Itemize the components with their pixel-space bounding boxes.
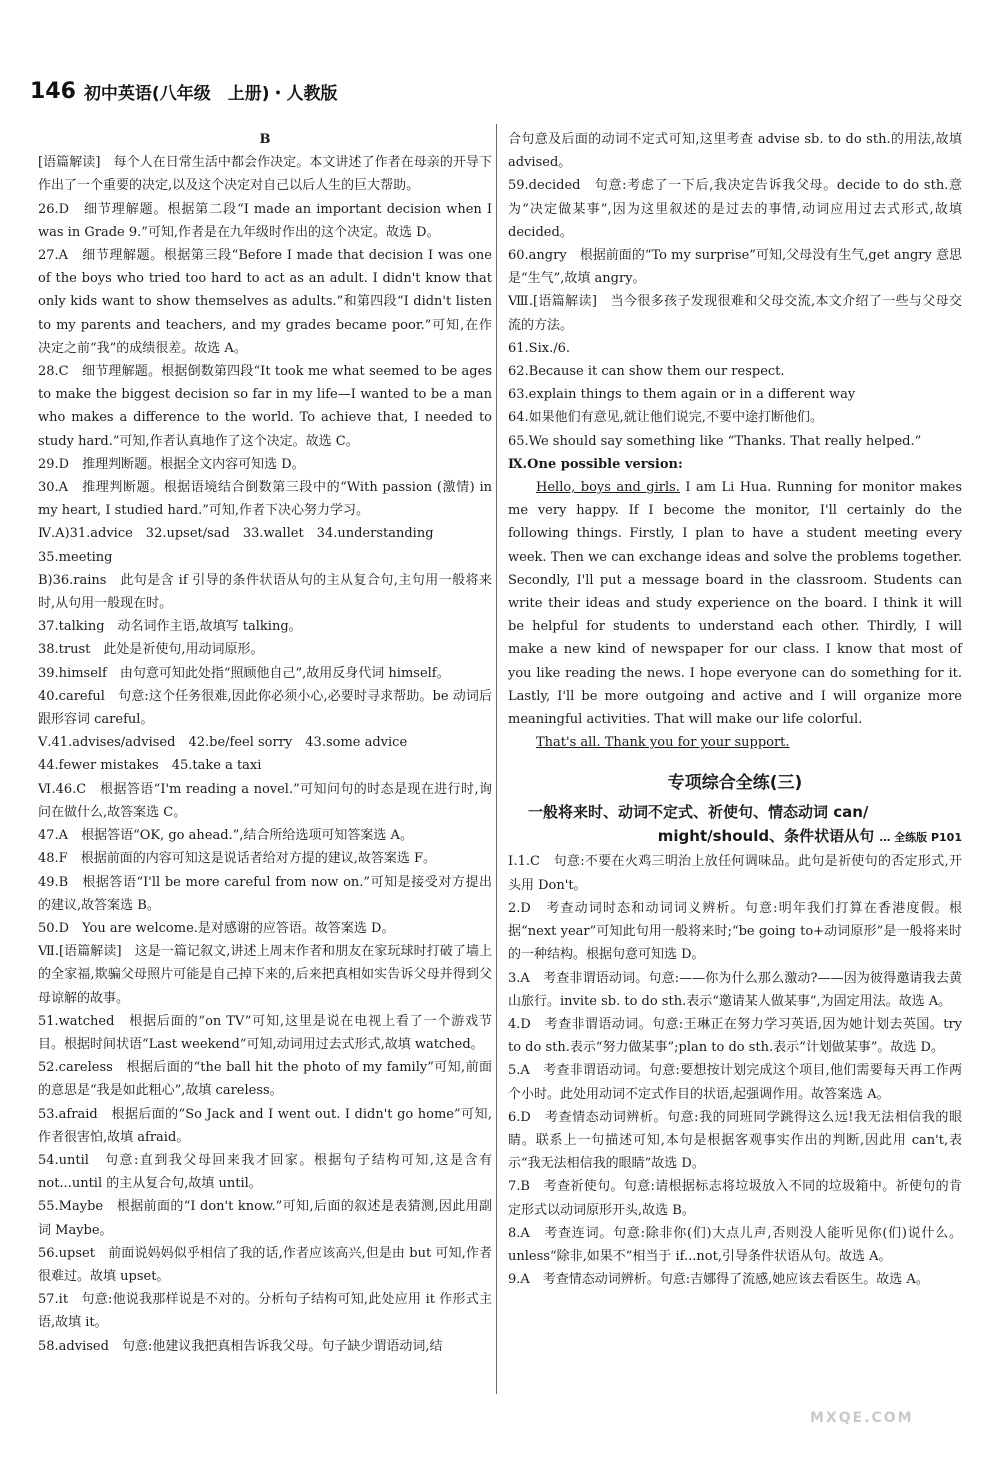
answer-paragraph: 9.A 考查情态动词辨析。句意:吉娜得了流感,她应该去看医生。故选 A。	[508, 1272, 929, 1288]
answer-paragraph: 37.talking 动名词作主语,故填写 talking。	[38, 619, 302, 635]
answer-paragraph: [语篇解读] 每个人在日常生活中都会作决定。本文讲述了作者在母亲的开导下作出了一个重要的决定,以及这个决定对自己以后人生的巨大帮助。	[38, 155, 492, 194]
section-subtitle-line-2	[508, 824, 962, 850]
section-title: 专项综合全练(三)	[667, 773, 803, 794]
answer-paragraph: 29.D 推理判断题。根据全文内容可知选 D。	[38, 456, 305, 472]
answer-paragraph: Ⅵ.46.C 根据答语“I'm reading a novel.”可知问句的时态是现在进行时,询问在做什么,故答案选 C。	[38, 781, 492, 820]
column-divider	[496, 124, 497, 1394]
section-subtitle-text: might/should、条件状语从句	[657, 827, 875, 846]
answer-paragraph: 60.angry 根据前面的“To my surprise”可知,父母没有生气,get angry 意思是“生气”,故填 angry。	[508, 248, 962, 287]
answer-paragraph: 62.Because it can show them our respect.	[508, 364, 785, 380]
answer-paragraph: 64.如果他们有意见,就让他们说完,不要中途打断他们。	[508, 410, 823, 426]
answer-paragraph: 52.careless 根据后面的“the ball hit the photo of my family”可知,前面的意思是“我是如此粗心”,故填 careless。	[38, 1060, 492, 1099]
answer-paragraph: 5.A 考查非谓语动词。句意:要想按计划完成这个项目,他们需要每天再工作两个小时。此处用动词不定式作目的状语,起强调作用。故答案选 A。	[508, 1063, 962, 1102]
answer-paragraph: 35.meeting	[38, 549, 113, 565]
answer-paragraph: B)36.rains 此句是含 if 引导的条件状语从句的主从复合句,主句用一般将来时,从句用一般现在时。	[38, 572, 492, 612]
answer-paragraph: 8.A 考查连词。句意:除非你(们)大点儿声,否则没人能听见你(们)说什么。unless“除非,如果不”相当于 if...not,引导条件状语从句。故选 A。	[508, 1225, 962, 1264]
answer-paragraph: 48.F 根据前面的内容可知这是说话者给对方提的建议,故答案选 F。	[38, 851, 436, 867]
answer-paragraph: 38.trust 此处是祈使句,用动词原形。	[38, 642, 264, 658]
answer-paragraph: Ⅶ.[语篇解读] 这是一篇记叙文,讲述上周末作者和朋友在家玩球时打破了墙上的全家福,欺骗父母照片可能是自己掉下来的,后来把真相如实告诉父母并得到父母谅解的故事。	[38, 944, 492, 1006]
answer-paragraph: Ⅷ.[语篇解读] 当今很多孩子发现很难和父母交流,本文介绍了一些与父母交流的方法。	[508, 294, 962, 333]
essay-paragraph	[508, 476, 962, 731]
answer-paragraph: 49.B 根据答语“I'll be more careful from now on.”可知是接受对方提出的建议,故答案选 B。	[38, 874, 492, 913]
answer-paragraph: 61.Six./6.	[508, 340, 570, 356]
answer-paragraph: 51.watched 根据后面的“on TV”可知,这里是说在电视上看了一个游戏节目。根据时间状语“Last weekend”可知,动词用过去式形式,故填 watched。	[38, 1013, 492, 1052]
book-title: 初中英语(八年级 上册)・人教版	[83, 83, 338, 104]
answer-paragraph: 40.careful 句意:这个任务很难,因此你必须小心,必要时寻求帮助。be 动词后跟形容词 careful。	[38, 688, 492, 728]
passage-label: B	[259, 132, 271, 147]
answer-paragraph: 26.D 细节理解题。根据第二段“I made an important decision when I was in Grade 9.”可知,作者是在九年级时作出的这个决定。故选 D。	[38, 201, 492, 240]
answer-paragraph: 56.upset 前面说妈妈似乎相信了我的话,作者应该高兴,但是由 but 可知,作者很难过。故填 upset。	[38, 1245, 492, 1284]
answer-paragraph: 57.it 句意:他说我那样说是不对的。分析句子结构可知,此处应用 it 作形式主语,故填 it。	[38, 1292, 492, 1331]
essay-closing-paragraph	[508, 731, 962, 754]
answer-paragraph: Ⅳ.A)31.advice 32.upset/sad 33.wallet 34.understanding	[38, 526, 434, 542]
answer-paragraph: 6.D 考查情态动词辨析。句意:我的同班同学跳得这么远!我无法相信我的眼睛。联系上一句描述可知,本句是根据客观事实作出的判断,因此用 can't,表示“我无法相信我的眼睛”故选 D。	[508, 1109, 962, 1172]
essay-closing: That's all. Thank you for your support.	[536, 735, 790, 751]
answer-paragraph: 58.advised 句意:他建议我把真相告诉我父母。句子缺少谓语动词,结	[38, 1338, 443, 1354]
page-number: 146	[30, 78, 76, 104]
answer-paragraph: 30.A 推理判断题。根据语境结合倒数第三段中的“With passion (激情) in my heart, I studied hard.”可知,作者下决心努力学习。	[38, 480, 492, 519]
answer-paragraph: 59.decided 句意:考虑了一下后,我决定告诉我父母。decide to do sth.意为“决定做某事”,因为这里叙述的是过去的事情,动词应用过去式形式,故填 decided。	[508, 178, 962, 240]
section-subtitle-line-1: 一般将来时、动词不定式、祈使句、情态动词 can/	[528, 803, 869, 822]
essay-greeting: Hello, boys and girls.	[536, 480, 680, 496]
answer-paragraph: 7.B 考查祈使句。句意:请根据标志将垃圾放入不同的垃圾箱中。祈使句的肯定形式以动词原形开头,故选 B。	[508, 1179, 962, 1218]
answer-paragraph: 53.afraid 根据后面的“So Jack and I went out. I didn't go home”可知,作者很害怕,故填 afraid。	[38, 1106, 492, 1145]
right-column	[508, 128, 962, 1291]
answer-paragraph: 39.himself 由句意可知此处指“照顾他自己”,故用反身代词 himself。	[38, 665, 450, 681]
answer-paragraph: 3.A 考查非谓语动词。句意:——你为什么那么激动?——因为彼得邀请我去黄山旅行。invite sb. to do sth.表示“邀请某人做某事”,为固定用法。故选 A。	[508, 970, 962, 1009]
answer-paragraph: 2.D 考查动词时态和动词词义辨析。句意:明年我们打算在香港度假。根据“next year”可知此句用一般将来时;“be going to+动词原形”是一般将来时的一种结构。根据句意可知选 D。	[508, 900, 962, 963]
answer-paragraph: 65.We should say something like “Thanks. That really helped.”	[508, 433, 922, 449]
left-column	[38, 128, 492, 1358]
essay-body: I am Li Hua. Running for monitor makes me very happy. If I become the monitor, I'll certainly do the following things. Firstly, I plan to have a student meeting every week. Then we can exchange ideas and solve the problems together. Secondly, I'll put a message board in the classroom. Students can write their ideas and study experience on the board. I think it will be helpful for students to understand each other. Thirdly, I will make a new kind of newspaper for our class. I know that most of you like reading the news. I hope everyone can do something for it. Lastly, I'll be more outgoing and active and I will organize more meaningful activities. That will make our life colorful.	[508, 480, 962, 728]
answer-paragraph: 44.fewer mistakes 45.take a taxi	[38, 758, 262, 774]
watermark: MXQE.COM	[810, 1410, 914, 1426]
answer-paragraph: 4.D 考查非谓语动词。句意:王琳正在努力学习英语,因为她计划去英国。try to do sth.表示“努力做某事”;plan to do sth.表示“计划做某事”。故选 D。	[508, 1016, 962, 1056]
answer-paragraph: 50.D You are welcome.是对感谢的应答语。故答案选 D。	[38, 920, 395, 936]
answer-paragraph: 54.until 句意:直到我父母回来我才回家。根据句子结构可知,这是含有 not...until 的主从复合句,故填 until。	[38, 1152, 492, 1192]
answer-paragraph: 47.A 根据答语“OK, go ahead.”,结合所给选项可知答案选 A。	[38, 828, 413, 844]
version-heading: Ⅸ.One possible version:	[508, 456, 683, 472]
answer-paragraph: 合句意及后面的动词不定式可知,这里考查 advise sb. to do sth.的用法,故填 advised。	[508, 132, 962, 171]
section-page-ref: … 全练版 P101	[879, 831, 962, 845]
answer-paragraph: 63.explain things to them again or in a different way	[508, 387, 856, 403]
page-header	[30, 74, 337, 108]
answer-paragraph: Ⅰ.1.C 句意:不要在火鸡三明治上放任何调味品。此句是祈使句的否定形式,开头用 Don't。	[508, 854, 962, 893]
answer-paragraph: Ⅴ.41.advises/advised 42.be/feel sorry 43.some advice	[38, 735, 408, 751]
answer-paragraph: 55.Maybe 根据前面的“I don't know.”可知,后面的叙述是表猜测,因此用副词 Maybe。	[38, 1199, 492, 1238]
answer-paragraph: 28.C 细节理解题。根据倒数第四段“It took me what seemed to be ages to make the biggest decision so far in my life—I wanted to be a man who makes a difference to the world. To achieve that, I needed to study hard.”可知,作者认真地作了这个决定。故选 C。	[38, 364, 492, 449]
answer-paragraph: 27.A 细节理解题。根据第三段“Before I made that decision I was one of the boys who tried too hard to act as an adult. I didn't know that only kids want to show themselves as adults.”和第四段“I didn't listen to my parents and teachers, and my grades became poor.”可知,在作决定之前“我”的成绩很差。故选 A。	[38, 248, 492, 356]
